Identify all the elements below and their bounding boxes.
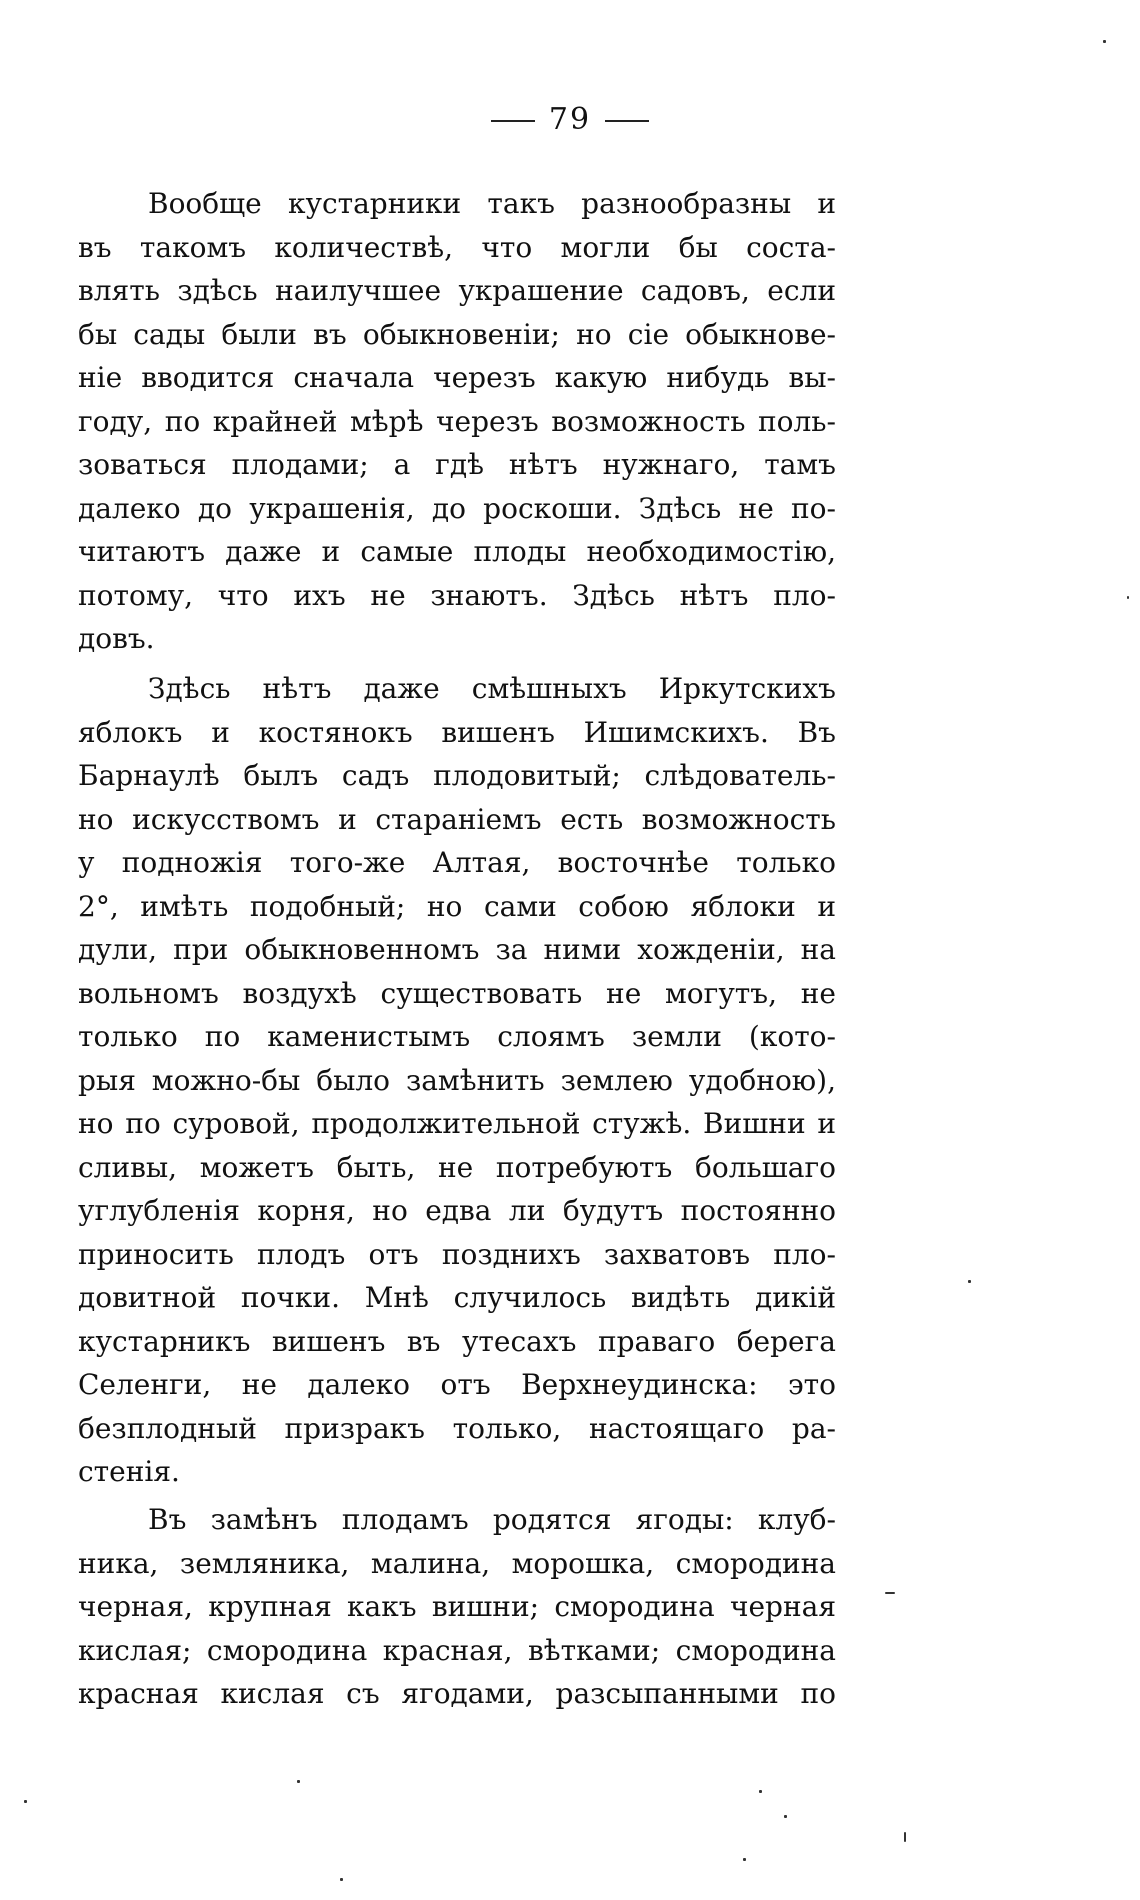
page-number-dash-right	[605, 120, 649, 122]
text-line: читаютъ даже и самые плоды необходимостiю,	[78, 535, 836, 568]
text-line: у подножія того-же Алтая, восточнѣе только	[78, 846, 836, 879]
text-line: приносить плодъ отъ позднихъ захватовъ пло-	[78, 1237, 836, 1271]
text-line: но по суровой, продолжительной стужѣ. Вишни и	[78, 1107, 836, 1140]
text-line: сливы, можетъ быть, не потребуютъ большаго	[78, 1150, 836, 1184]
text-line: далеко до украшенiя, до роскоши. Здѣсь не по-	[78, 491, 836, 525]
page-number-dash-left	[491, 120, 535, 122]
text-line: въ такомъ количествѣ, что могли бы соста-	[78, 230, 836, 264]
text-line: кислая; смородина красная, вѣтками; смородина	[78, 1633, 836, 1667]
text-line: потому, что ихъ не знаютъ. Здѣсь нѣтъ пло-	[78, 578, 836, 612]
text-line: углубленія корня, но едва ли будутъ постоянно	[78, 1194, 836, 1227]
scan-speck	[1103, 40, 1106, 43]
text-line: рыя можно-бы было замѣнить землею удобною),	[78, 1063, 836, 1097]
scan-speck	[297, 1780, 300, 1783]
page-number	[0, 102, 1140, 137]
scan-speck	[24, 1800, 27, 1803]
text-line: яблокъ и костянокъ вишенъ Ишимскихъ. Въ	[78, 715, 836, 749]
text-line: только по каменистымъ слоямъ земли (кото-	[78, 1020, 836, 1053]
text-line: Здѣсь нѣтъ даже смѣшныхъ Иркутскихъ	[148, 672, 836, 705]
scan-speck	[1127, 596, 1129, 599]
text-line: Въ замѣнъ плодамъ родятся ягоды: клуб-	[148, 1503, 836, 1536]
text-line: вольномъ воздухѣ существовать не могутъ, не	[78, 976, 836, 1010]
text-line: бы сады были въ обыкновенiи; но сie обыкнове-	[78, 317, 836, 351]
text-line: 2°, имѣть подобный; но сами собою яблоки и	[78, 889, 836, 923]
text-line: довитной почки. Мнѣ случилось видѣть дикій	[78, 1281, 836, 1314]
scan-speck	[968, 1280, 971, 1283]
text-line: кустарникъ вишенъ въ утесахъ праваго берега	[78, 1324, 836, 1358]
paragraph-1	[78, 182, 836, 661]
scan-speck	[743, 1858, 746, 1861]
text-line: ника, земляника, малина, морошка, смородина	[78, 1546, 836, 1580]
text-line: но искусствомъ и стараніемъ есть возможность	[78, 802, 836, 836]
scan-speck	[340, 1878, 343, 1881]
scan-speck	[904, 1832, 906, 1842]
text-line: красная кислая съ ягодами, разсыпанными по	[78, 1677, 836, 1710]
text-line: черная, крупная какъ вишни; смородина черная	[78, 1590, 836, 1623]
text-line: Барнаулѣ былъ садъ плодовитый; слѣдователь-	[78, 759, 836, 792]
text-line: году, по крайней мѣрѣ черезъ возможность поль-	[78, 404, 836, 438]
text-line: довъ.	[78, 622, 155, 655]
text-line: безплодный призракъ только, настоящаго ра-	[78, 1411, 836, 1445]
paragraph-3	[78, 1498, 836, 1716]
scan-speck	[885, 1592, 895, 1594]
paragraph-2	[78, 667, 836, 1494]
text-line: нie вводится сначала черезъ какую нибудь вы-	[78, 361, 836, 394]
text-line: Селенги, не далеко отъ Верхнеудинска: это	[78, 1368, 836, 1401]
text-line: зоваться плодами; а гдѣ нѣтъ нужнаго, тамъ	[78, 448, 836, 481]
text-line: Вообще кустарники такъ разнообразны и	[148, 187, 836, 220]
scan-speck	[784, 1815, 787, 1818]
text-line: влять здѣсь наилучшее украшение садовъ, если	[78, 274, 836, 307]
scan-speck	[759, 1790, 762, 1793]
page-number-text: 79	[548, 102, 592, 137]
text-line: стенія.	[78, 1455, 180, 1488]
text-line: дули, при обыкновенномъ за ними хожденіи, на	[78, 933, 836, 966]
